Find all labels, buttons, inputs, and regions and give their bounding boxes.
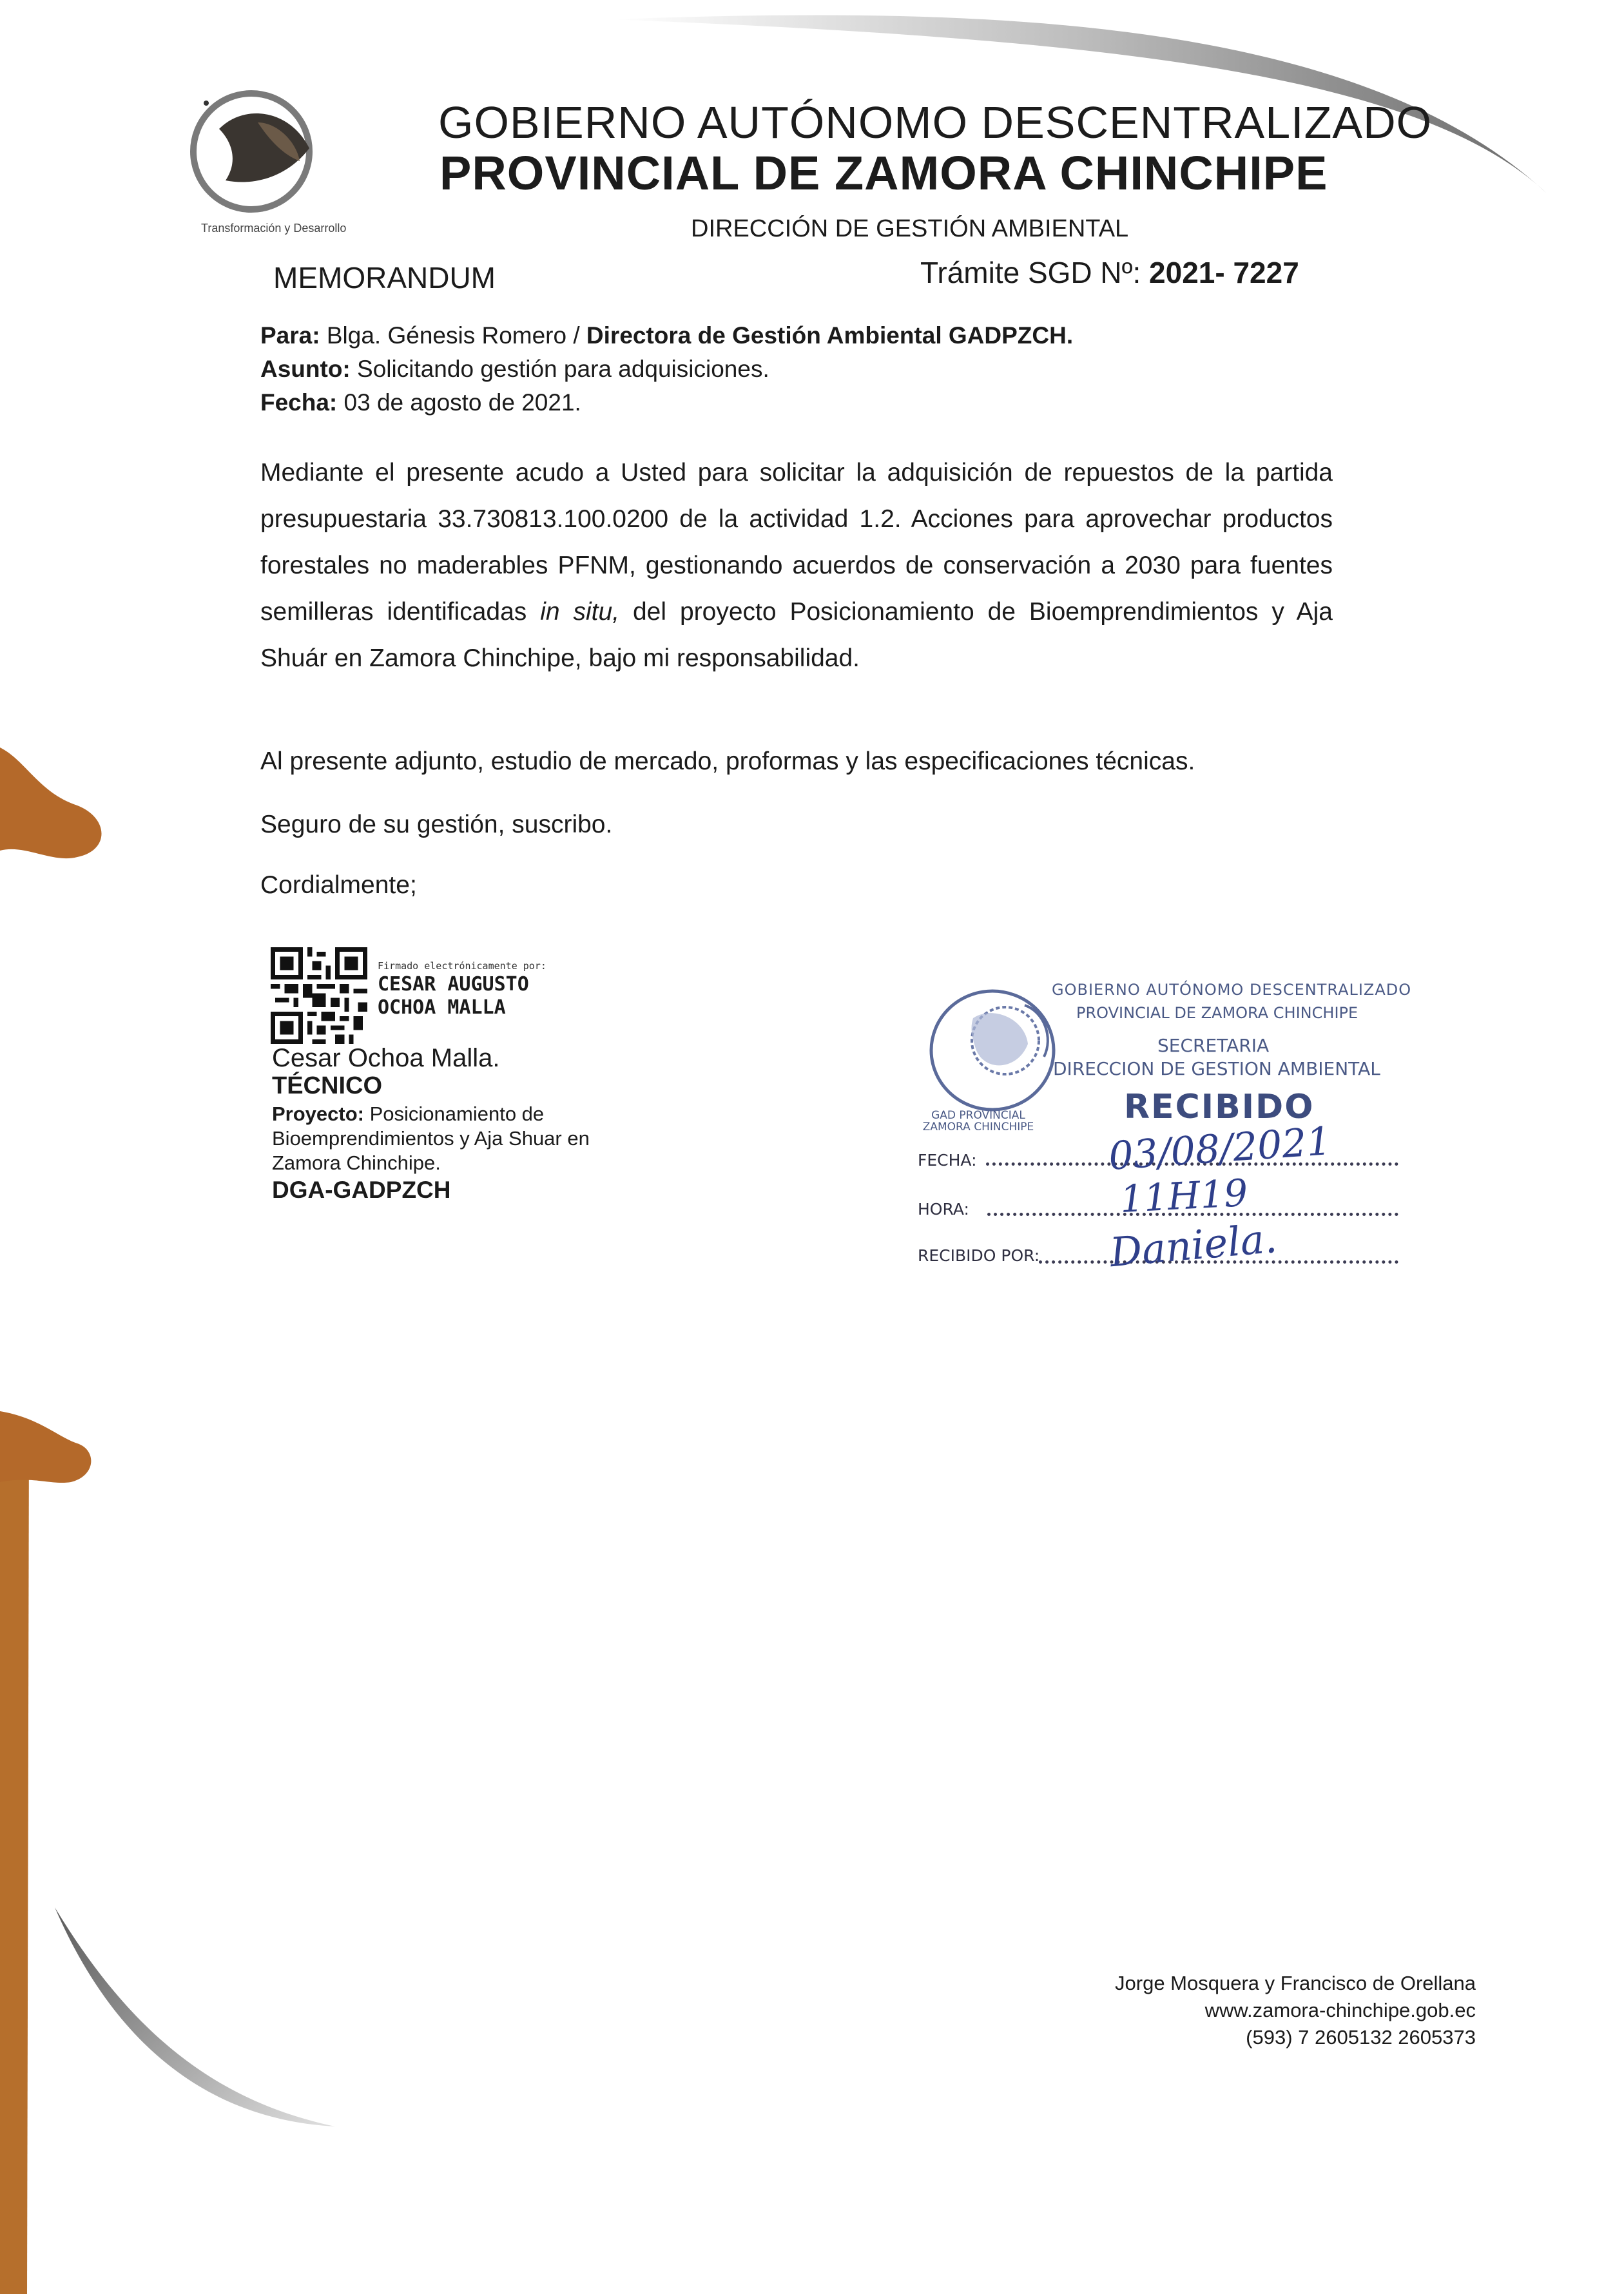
qr-code-icon [271,947,367,1044]
stamp-fecha-label: FECHA: [918,1151,977,1170]
signer-title: TÉCNICO [272,1072,382,1099]
para-label: Para: [260,322,320,349]
asunto-field [260,356,769,383]
gad-provincial-logo-icon [180,77,374,245]
project-label: Proyecto: [272,1103,364,1125]
memo-type: MEMORANDUM [273,261,496,294]
stamp-caption-line-2: ZAMORA CHINCHIPE [922,1121,1034,1133]
header-department: DIRECCIÓN DE GESTIÓN AMBIENTAL [691,215,1129,242]
body-paragraph-2: Al presente adjunto, estudio de mercado, proformas y las especificaciones técnicas. [260,747,1195,775]
fecha-label: Fecha: [260,389,338,416]
stamp-hora-value: 11H19 [1119,1170,1249,1222]
stamp-emblem-icon [915,979,1070,1128]
body-paragraph-4: Cordialmente; [260,871,417,899]
signer-department: DGA-GADPZCH [272,1177,451,1203]
stain-lower [0,1411,91,1483]
digital-signature-label: Firmado electrónicamente por: [378,960,546,972]
tramite-number [920,255,1299,290]
stamp-hora-label: HORA: [918,1200,969,1219]
stamp-line-2: PROVINCIAL DE ZAMORA CHINCHIPE [1076,1004,1358,1022]
para-value: Blga. Génesis Romero / [326,322,580,349]
footer-phone: (593) 7 2605132 2605373 [1246,2026,1476,2048]
stamp-recibido-label: RECIBIDO POR: [918,1246,1040,1265]
bottom-swoosh [55,1907,335,2126]
logo-caption: Transformación y Desarrollo [201,222,347,235]
para-field [260,322,1073,349]
asunto-value: Solicitando gestión para adquisiciones. [357,356,769,382]
digital-name-line-2: OCHOA MALLA [378,996,506,1019]
header-line-2: PROVINCIAL DE ZAMORA CHINCHIPE [440,146,1328,200]
header-line-1: GOBIERNO AUTÓNOMO DESCENTRALIZADO [438,97,1433,148]
left-edge-strip [0,1431,29,2294]
stamp-line-3: SECRETARIA [1157,1035,1270,1056]
tramite-label: Trámite SGD Nº: [920,256,1141,289]
footer-address: Jorge Mosquera y Francisco de Orellana [1115,1972,1476,1994]
tramite-value: 2021- 7227 [1149,256,1299,289]
digital-name-line-1: CESAR AUGUSTO [378,973,529,996]
stamp-emblem-caption [907,1110,1049,1133]
body-p1-after: del proyecto Posicionamiento de Bioemprendimientos y Aja Shuár en Zamora Chinchipe, bajo mi responsabilidad. [260,598,1333,672]
stamp-status: RECIBIDO [1124,1088,1315,1126]
stamp-line-4: DIRECCION DE GESTION AMBIENTAL [1053,1058,1380,1079]
fecha-value: 03 de agosto de 2021. [343,389,581,416]
asunto-label: Asunto: [260,356,351,382]
body-paragraph-3: Seguro de su gestión, suscribo. [260,811,613,838]
signer-project [272,1102,659,1175]
para-role: Directora de Gestión Ambiental GADPZCH. [586,322,1074,349]
stamp-fecha-value: 03/08/2021 [1107,1119,1333,1179]
stamp-line-1: GOBIERNO AUTÓNOMO DESCENTRALIZADO [1052,981,1412,999]
stain-upper [0,747,102,858]
body-p1-italic: in situ, [540,598,620,626]
fecha-field [260,389,581,416]
body-paragraph-1 [260,450,1333,682]
stamp-recibido-value: Daniela. [1108,1214,1279,1277]
footer-website: www.zamora-chinchipe.gob.ec [1204,1999,1476,2021]
stamp-caption-line-1: GAD PROVINCIAL [931,1109,1025,1122]
body-p1-before: Mediante el presente acudo a Usted para solicitar la adquisición de repuestos de la partida presupuestaria 33.730813.100.0200 de la actividad 1.2. Acciones para aprovechar productos forestales no maderables PFNM, gestionando acuerdos de conservación a 2030 para fuentes semilleras identificadas [260,459,1333,626]
project-value: Posicionamiento de Bioemprendimientos y Aja Shuar en Zamora Chinchipe. [272,1103,590,1174]
signer-name: Cesar Ochoa Malla. [272,1044,500,1072]
digital-signature-name [378,973,529,1019]
